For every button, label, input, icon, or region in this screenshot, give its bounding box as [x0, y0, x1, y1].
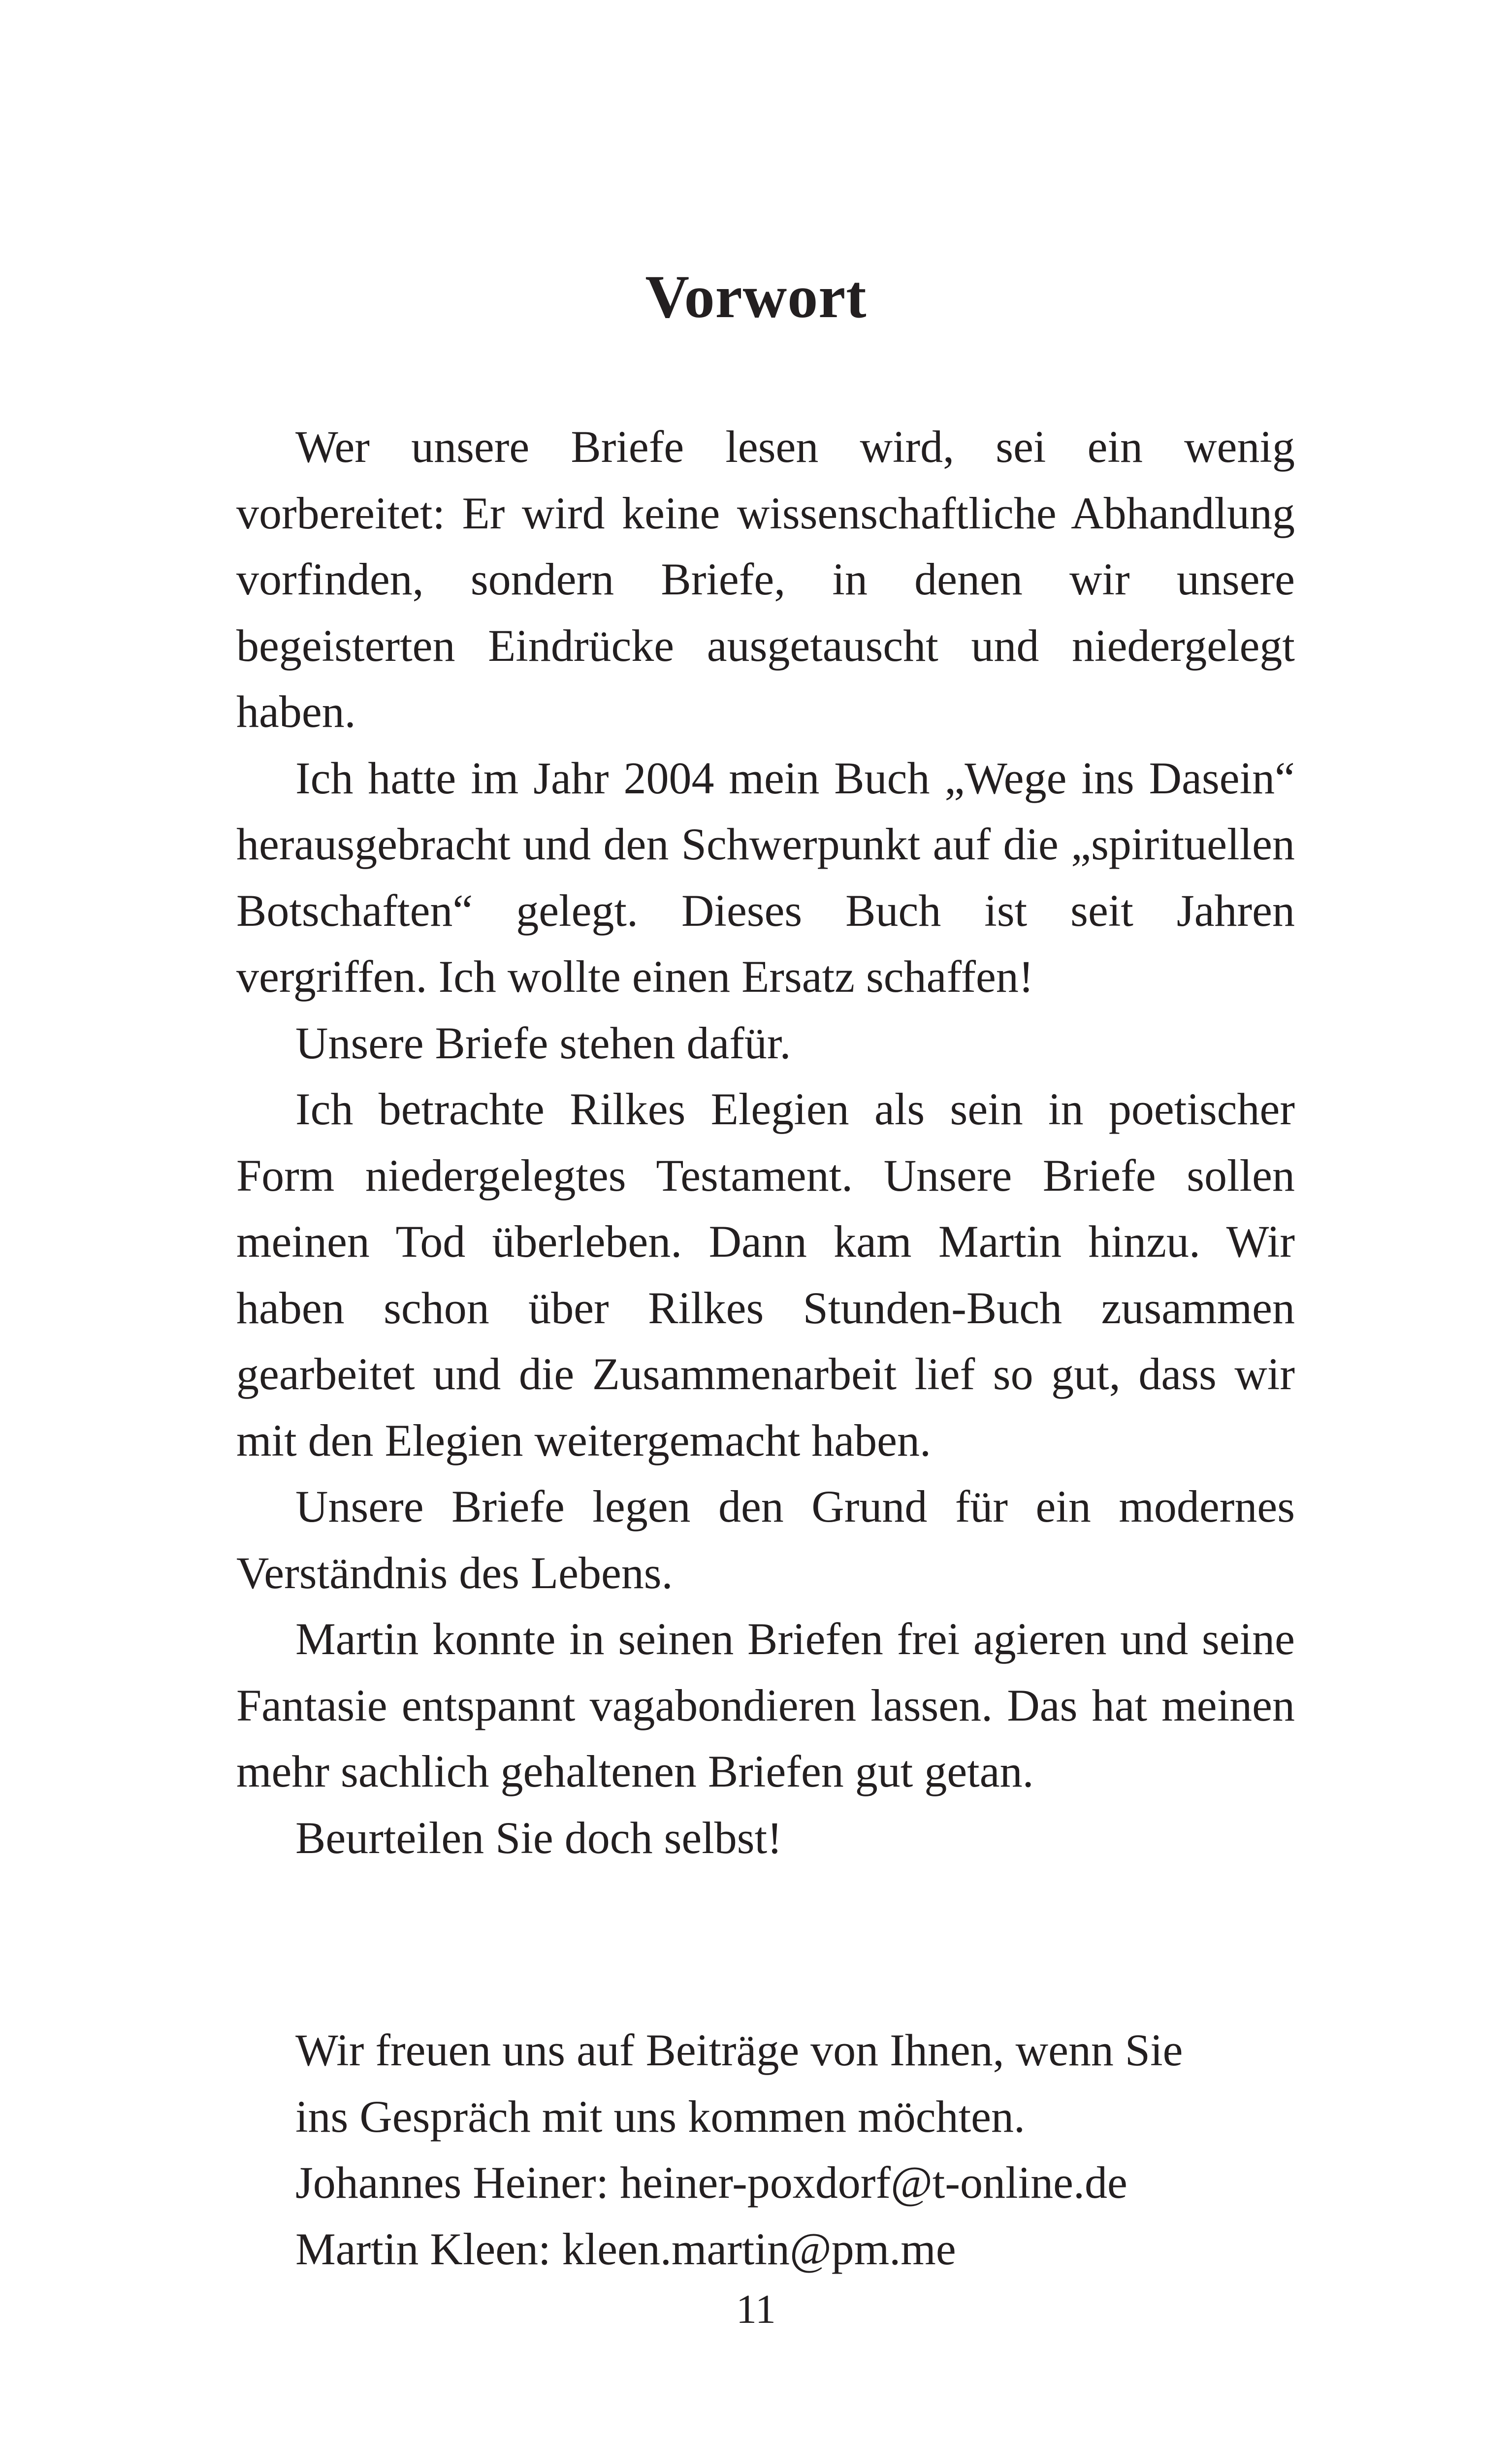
paragraph: Martin konnte in seinen Briefen frei agieren und seine Fantasie entspannt vagabondieren lassen. Das hat meinen mehr sachlich gehaltenen Briefen gut getan. [236, 1614, 1295, 1796]
paragraph: Ich betrachte Rilkes Elegien als sein in poetischer Form niedergelegtes Testament. Unsere Briefe sollen meinen Tod überleben. Dann kam Martin hinzu. Wir haben schon über Rilkes Stunden-Buch zusammen gearbeitet und die Zusammenarbeit lief so gut, dass wir mit den Elegien weitergemacht haben. [236, 1084, 1295, 1466]
contact-invitation-line: Wir freuen uns auf Beiträge von Ihnen, wenn Sie [295, 2025, 1183, 2075]
paragraph: Wer unsere Briefe lesen wird, sei ein wenig vorbereitet: Er wird keine wissenschaftliche Abhandlung vorfinden, sondern Briefe, in denen wir unsere begeisterten Eindrücke ausgetauscht und niedergelegt haben. [236, 422, 1295, 737]
contact-email-heiner: Johannes Heiner: heiner-poxdorf@t-online.de [295, 2157, 1127, 2208]
page-number: 11 [736, 2286, 776, 2332]
foreword-body [236, 414, 1295, 1871]
page-title: Vorwort [645, 263, 867, 331]
paragraph: Unsere Briefe legen den Grund für ein modernes Verständnis des Lebens. [236, 1481, 1295, 1598]
paragraph: Beurteilen Sie doch selbst! [295, 1812, 782, 1863]
contact-invitation-line: ins Gespräch mit uns kommen möchten. [295, 2091, 1025, 2142]
contact-email-kleen: Martin Kleen: kleen.martin@pm.me [295, 2223, 956, 2274]
paragraph: Ich hatte im Jahr 2004 mein Buch „Wege ins Dasein“ herausgebracht und den Schwerpunkt auf die „spirituellen Botschaften“ gelegt. Dieses Buch ist seit Jahren vergriffen. Ich wollte einen Ersatz schaffen! [236, 752, 1295, 1002]
paragraph: Unsere Briefe stehen dafür. [295, 1017, 791, 1068]
contact-block [295, 2017, 1329, 2282]
